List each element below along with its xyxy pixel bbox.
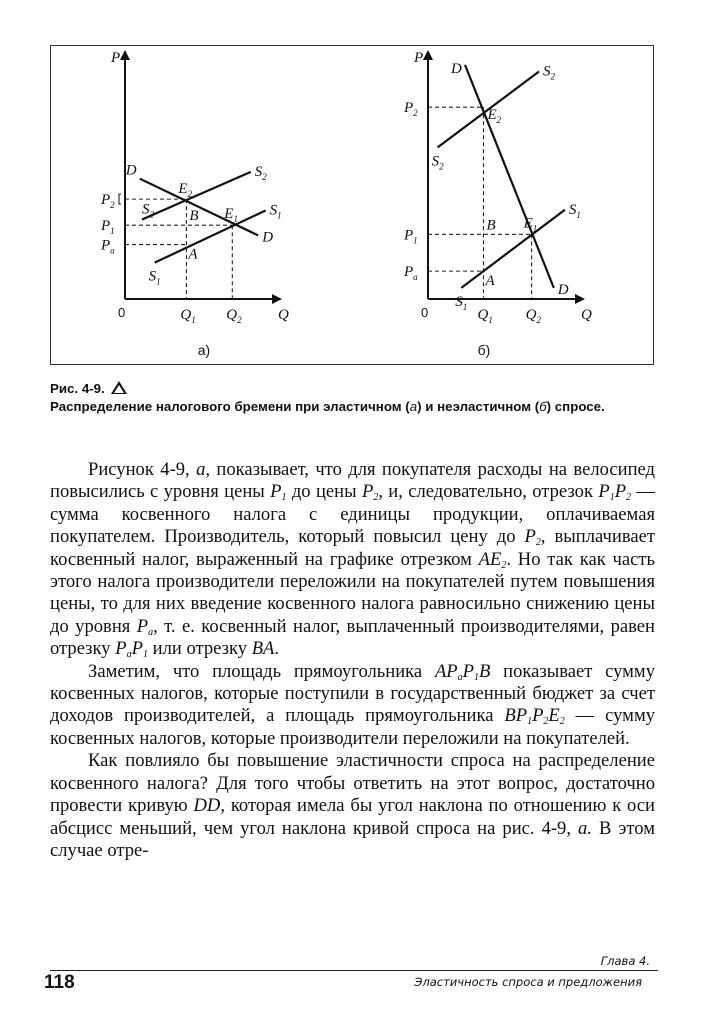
- y-tick-pa: $P_a$: [101, 237, 115, 256]
- point-e2-label: $E_2$: [487, 107, 502, 126]
- y-axis-label: P: [111, 50, 121, 66]
- caption-b: б: [539, 399, 547, 414]
- figure-number: Рис. 4-9.: [50, 381, 105, 396]
- body-text: [50, 459, 655, 862]
- curve-d: [465, 65, 554, 288]
- math-symbol: $AP_a$: [434, 660, 463, 683]
- point-e1-label: $E_1$: [523, 215, 538, 234]
- paragraph-3: Как повлияло бы повышение эластичности спроса на распределение косвенного налога? Для того чтобы ответить на этот вопрос, достаточно провести кривую DD, которая имела бы угол наклона по отношению к оси абсцисс меньший, чем угол наклона кривой спроса на рис. 4-9, а. В этом случае отре-: [50, 750, 656, 861]
- page-number: 118: [44, 972, 75, 993]
- curve-d: [140, 179, 258, 236]
- caption-text-3: ) спросе.: [546, 399, 605, 414]
- curve-s2-start-label: $S_2$: [431, 153, 444, 172]
- curve-s1-end-label: $S_1$: [568, 201, 581, 220]
- paragraph-2: Заметим, что площадь прямоугольника $AP_aP_1B$ показывает сумму косвенных налогов, которые поступили в государственный бюджет за счет доходов производителей, а площадь прямоугольника $BP_1P_2E_2$ — сумму косвенных налогов, которые производители переложили на покупателей.: [50, 660, 656, 749]
- curve-s1: [155, 210, 266, 262]
- x-tick-q1: $Q_1$: [180, 307, 196, 325]
- x-tick-q1: $Q_1$: [477, 307, 493, 325]
- math-symbol: $P_1$: [462, 660, 480, 683]
- math-symbol: $P_2$: [614, 481, 632, 504]
- curve-s1-start-label: $S_1$: [148, 268, 161, 287]
- y-axis-label: P: [414, 50, 424, 66]
- math-symbol: а.: [578, 817, 592, 839]
- panel-label: а): [197, 342, 211, 358]
- curve-d-start-label: D: [125, 162, 137, 179]
- math-symbol: $E_2$: [548, 705, 565, 728]
- math-symbol: $P_1$: [270, 481, 287, 504]
- panel-label: б): [477, 342, 491, 358]
- chart-a-elastic: [100, 50, 289, 358]
- point-b-label: B: [189, 208, 199, 225]
- y-tick-p1: $P_1$: [101, 218, 115, 237]
- figure-caption: [50, 380, 660, 416]
- triangle-icon: [111, 381, 127, 394]
- math-symbol: $P_a$: [136, 615, 154, 638]
- curve-s2-start-label: $S_2$: [142, 201, 155, 220]
- math-symbol: $P_1$: [598, 481, 615, 504]
- math-symbol: $AE_2$: [478, 548, 507, 571]
- x-tick-q2: $Q_2$: [226, 307, 242, 325]
- math-symbol: B: [479, 660, 491, 682]
- curve-s1-start-label: $S_1$: [455, 293, 468, 312]
- curve-s1-end-label: $S_1$: [269, 202, 282, 221]
- origin-label: 0: [118, 305, 126, 320]
- point-a-label: A: [188, 246, 198, 263]
- math-symbol: $P_2$: [532, 705, 549, 728]
- caption-text-2: ) и неэластичном (: [417, 399, 540, 414]
- paragraph-1: Рисунок 4-9, а, показывает, что для покупателя расходы на велосипед повысились с уровня цены $P_1$ до цены $P_2$, и, следовательно, отрезок $P_1P_2$ — сумма косвенного налога с единицы продукции, оплачиваемая покупателем. Производитель, который повысил цену до $P_2$, выплачивает косвенный налог, выраженный на графике отрезком $AE_2$. Но так как часть этого налога производители переложили на покупателей путем повышения цены, то для них введение косвенного налога равносильно снижению цены до уровня $P_a$, т. е. косвенный налог, выплаченный производителями, равен отрезку $P_aP_1$ или отрезку BA.: [50, 459, 655, 661]
- math-symbol: $P_1$: [131, 638, 148, 661]
- math-symbol: $P_2$: [524, 526, 541, 549]
- curve-d-end-label: D: [557, 281, 569, 298]
- point-e2-label: $E_2$: [178, 181, 193, 200]
- chart-b-inelastic: [403, 50, 592, 358]
- footer-chapter-title: Эластичность спроса и предложения: [414, 975, 642, 989]
- caption-text-1: Распределение налогового бремени при эластичном (: [50, 399, 410, 414]
- point-b-label: B: [486, 217, 496, 234]
- math-symbol: $P_2$: [361, 481, 379, 504]
- caption-a: а: [409, 399, 418, 414]
- y-tick-pa: $P_a$: [404, 264, 418, 283]
- math-symbol: $P_a$: [115, 638, 132, 661]
- curve-s2-end-label: $S_2$: [254, 163, 267, 182]
- curve-d-start-label: D: [451, 60, 462, 77]
- point-e1-label: $E_1$: [224, 206, 238, 225]
- curve-s2-end-label: $S_2$: [543, 63, 555, 82]
- math-symbol: BA: [251, 638, 275, 660]
- point-a-label: A: [485, 273, 495, 290]
- origin-label: 0: [421, 305, 429, 320]
- x-axis-label: Q: [581, 307, 592, 323]
- math-symbol: а,: [196, 459, 211, 480]
- p2-bracket: [119, 194, 121, 204]
- math-symbol: $BP_1$: [504, 705, 533, 728]
- x-axis-label: Q: [278, 307, 289, 323]
- x-tick-q2: $Q_2$: [525, 307, 541, 325]
- math-symbol: DD: [193, 795, 221, 817]
- y-tick-p1: $P_1$: [404, 227, 418, 246]
- figure-4-9: [0, 0, 708, 380]
- curve-d-end-label: D: [262, 229, 274, 246]
- footer-chapter: Глава 4.: [600, 954, 650, 968]
- footer-divider: [50, 970, 658, 971]
- y-tick-p2: $P_2$: [101, 192, 115, 211]
- y-tick-p2: $P_2$: [404, 100, 418, 119]
